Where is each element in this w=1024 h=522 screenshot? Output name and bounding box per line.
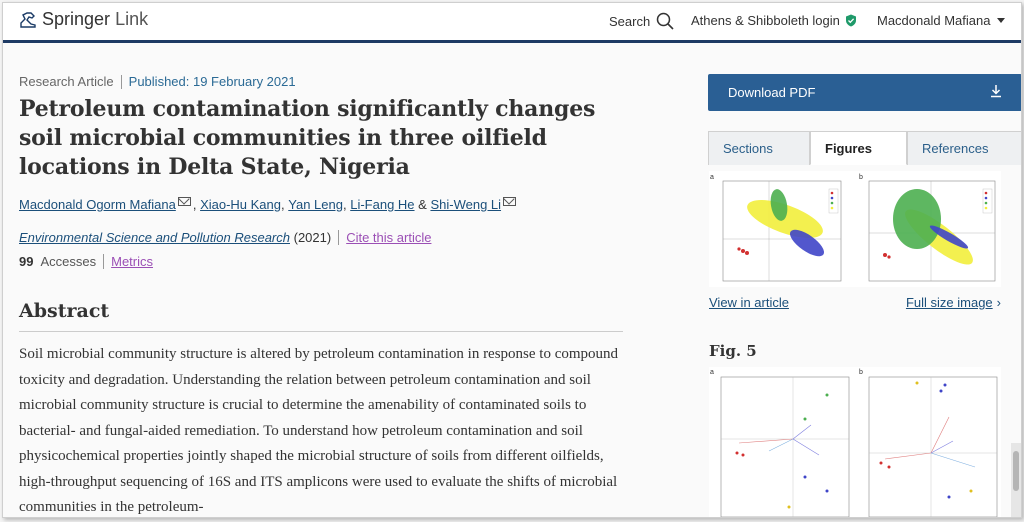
panel-label-b: b	[859, 174, 863, 181]
ellipse-green	[893, 189, 941, 249]
full-size-image-link[interactable]	[906, 295, 1001, 310]
abstract-text: Soil microbial community structure is altered by petroleum contamination in response to compound toxicity and degradation. Understanding the relation between petroleum contamination and soil microbial community structure is crucial to determine the amenability of contaminated soils to bacterial- and fungal-aided remediation. To understand how petroleum contamination and soil physicochemical properties jointly shaped the microbial structure of soils from different oilfields, high-throughput sequencing of 16S and ITS amplicons were used to evaluate the shifts of microbial communities in the petroleum-	[19, 346, 619, 515]
figure-links	[709, 295, 1001, 310]
access-metrics	[19, 254, 153, 269]
abstract-divider	[19, 331, 623, 332]
accesses-count: 99	[19, 254, 34, 269]
page-scrollbar[interactable]	[1011, 443, 1021, 518]
view-in-article-link[interactable]: View in article	[709, 295, 789, 310]
author-link[interactable]: Macdonald Ogorm Mafiana	[19, 197, 176, 212]
author-link[interactable]: Yan Leng	[288, 197, 343, 212]
athens-login-label: Athens & Shibboleth login	[691, 13, 840, 28]
author-link[interactable]: Li-Fang He	[350, 197, 415, 212]
full-size-image-label[interactable]: Full size image	[905, 295, 993, 310]
shield-check-icon	[845, 14, 857, 27]
author-separator: ,	[342, 197, 347, 212]
springerlink-logo[interactable]	[18, 9, 148, 30]
cite-article-link[interactable]: Cite this article	[346, 230, 432, 245]
download-icon	[990, 84, 1002, 98]
scrollbar-thumb[interactable]	[1013, 451, 1019, 491]
tab-sections[interactable]: Sections	[708, 131, 810, 165]
publication-year: (2021)	[293, 230, 332, 245]
divider	[103, 254, 104, 269]
athens-login-link[interactable]	[691, 13, 857, 28]
mail-icon[interactable]	[503, 197, 516, 206]
article-meta	[19, 74, 296, 89]
author-list	[19, 197, 518, 212]
metrics-link[interactable]: Metrics	[111, 254, 153, 269]
panel-label-a: a	[710, 174, 714, 181]
author-link[interactable]: Xiao-Hu Kang	[200, 197, 282, 212]
download-pdf-label: Download PDF	[728, 85, 816, 100]
published-date: Published: 19 February 2021	[128, 74, 296, 89]
article-type: Research Article	[19, 74, 114, 89]
tab-references[interactable]: References	[907, 131, 1022, 165]
figure-caption-label: Fig. 5	[709, 342, 757, 360]
search-button[interactable]	[609, 12, 674, 30]
search-icon	[656, 12, 674, 30]
figure-5-thumbnail[interactable]	[709, 367, 1001, 518]
site-header	[3, 3, 1021, 43]
springer-horse-icon	[18, 10, 38, 30]
download-pdf-button[interactable]	[708, 74, 1022, 111]
user-menu[interactable]	[877, 13, 1005, 28]
search-label: Search	[609, 13, 651, 29]
panel-label-b: b	[859, 369, 863, 376]
chevron-down-icon	[997, 18, 1005, 23]
sidebar-tabs	[708, 131, 1022, 165]
divider	[121, 75, 122, 89]
author-separator: ,	[281, 197, 285, 212]
legend-b	[983, 189, 992, 213]
divider	[338, 230, 339, 245]
user-name: Macdonald Mafiana	[877, 13, 991, 28]
author-separator: ,	[192, 197, 197, 212]
panel-label-a: a	[710, 369, 714, 376]
accesses-label: Accesses	[40, 254, 97, 269]
journal-link[interactable]: Environmental Science and Pollution Research	[19, 230, 290, 245]
journal-line	[19, 230, 431, 245]
legend-a	[829, 189, 838, 213]
abstract-heading: Abstract	[19, 300, 110, 322]
mail-icon[interactable]	[178, 197, 191, 206]
browser-frame	[2, 2, 1022, 518]
author-separator: &	[418, 197, 427, 212]
chevron-right-icon: ›	[996, 295, 1001, 310]
article-title: Petroleum contamination significantly changes soil microbial communities in three oilfield locations in Delta State, Nigeria	[19, 96, 596, 180]
figure-thumbnail[interactable]	[709, 171, 1001, 287]
tab-figures[interactable]: Figures	[810, 131, 907, 165]
brand-name: Springer Link	[42, 9, 149, 29]
author-link[interactable]: Shi-Weng Li	[430, 197, 502, 212]
